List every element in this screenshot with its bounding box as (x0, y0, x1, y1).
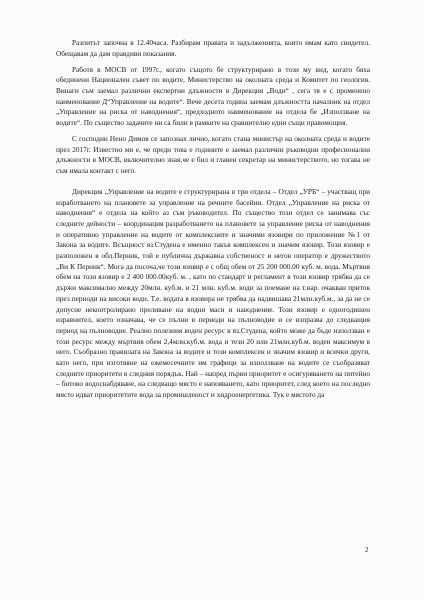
page-number: 2 (365, 546, 369, 554)
paragraph-interrogation-start: Разпитът започна в 12.40часа. Разбирам правата и задълженията, които имам като свидетел. Обещавам да дам правдиви показания. (56, 38, 370, 58)
paragraph-directorate-structure: Дирекция „Управление на водите е структурирана в три отдела – Отдел „УРБ“ – участващ при изработването на плановете за управление на речните басейни. Отдел „Управление на риска от наводнения“ е отдела на който аз съм ръководител. По същество този отдел се занимава със следните дейности – координация разработването на плановете за управление риска от наводнения и оперативно управление на водите от комплексните и значими язовири по приложение №1 от Закона за водите. Всъщност яз.Студена е именно такъв комплексен и значим язовир. Този язовир е разположен в обл.Перник, той е публична държавна собственост и негов оператор е дружеството „Ви К Перник“. Мога да посоча,че този язовир е с общ обем от 25 200 000.00 куб. м. вода. Мъртвия обем на този язовир е 2 400 000.00куб. м. , като по стандарт и регламент в този язовир трябва да се държи максимално между 20млн. куб.м. и 21 млн. куб.м. води за поемане на т.нар. очакван приток през периоди на високи води. Т.е. водата в язовира не трябва да надвишава 21млн.куб.м., за да не се допусне неконтролирано преливане на водни маси и наводнение. Този язовир е едногодишен изравнител, което означава, че се пълни в периоди на пълноводие и се изпразва до следващия период на пълноводие. Реално полезния воден ресурс в яз.Студена, който може да бъде използван е този ресурс между мъртвия обем 2,4млн.куб.м. вода и тези 20 или 21млн.куб.м. воден максимум в него. Съобразно правилата на Закона за водите и този комплексен и значим язовир и всички други, като него, при изготвяне на ежемесечните им графици за използване на водите се съобразяват следните приоритети в следния порядък. Най – напред първи приоритет е осигуряването на питейно – битово водоснабдяване, на следващо място е напояването, като приоритет, след което на последно място идват приоритетите вода за промишленост и хидроенергетика. Тук е мястото да (56, 186, 370, 400)
paragraph-acquaintance: С господин Нено Димов се запознах лично, когато стана министър на околната среда и водите през 2017г. Известно ми е, че преди това е годините е заемал различни ръководни професионални длъжности в МОСВ, включително зная,че е бил и главен секретар на министерството, но тогава не съм имала контакт с него. (56, 134, 370, 176)
paragraph-work-history: Работя в МОСВ от 1997г., когато същото бе структурирано в този му вид, когато бяха обединени Национален съвет по водите, Министерство на околната среда и Комитет по геология. Винаги съм заемал различни експертни длъжности в Дирекция „Води“ , сега тя е с променено наименование Д“Управление на водите“. Вече десета година заемам длъжността началник на отдел „Управление на риска от наводнения“, предходното наименование на отдела бе „Използване на водите“. По същество задачите ни са били в рамките на сравнително едни същи правомощия. (56, 64, 370, 128)
document-body (56, 38, 370, 406)
